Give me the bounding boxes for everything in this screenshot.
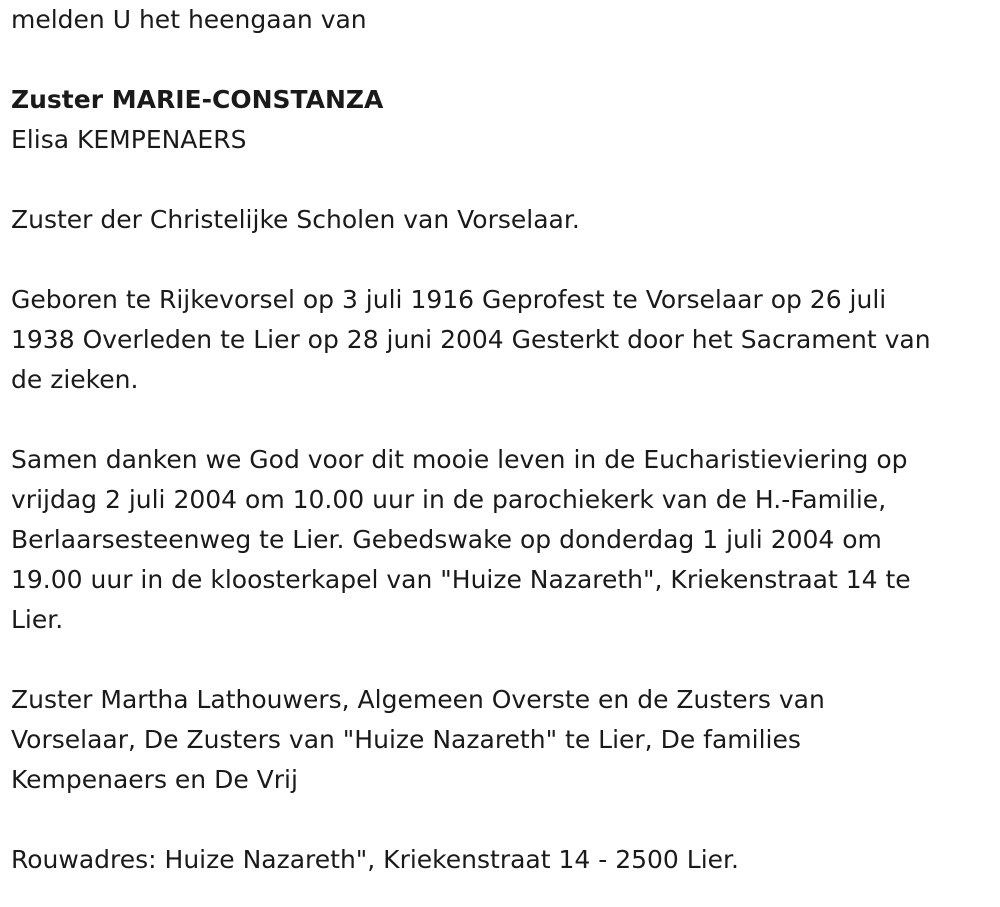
family-line: Kempenaers en De Vrij — [11, 765, 298, 794]
biography-line: de zieken. — [11, 365, 139, 394]
biography-paragraph — [11, 280, 991, 400]
intro-text: melden U het heengaan van — [11, 5, 367, 34]
family-line: Vorselaar, De Zusters van "Huize Nazareth" te Lier, De families — [11, 725, 801, 754]
service-line: Samen danken we God voor dit mooie leven in de Eucharistieviering op — [11, 445, 908, 474]
biography-line: Geboren te Rijkevorsel op 3 juli 1916 Geprofest te Vorselaar op 26 juli — [11, 285, 887, 314]
service-line: Berlaarsesteenweg te Lier. Gebedswake op donderdag 1 juli 2004 om — [11, 525, 882, 554]
spacer — [11, 40, 991, 80]
service-paragraph — [11, 440, 991, 640]
spacer — [11, 240, 991, 280]
obituary-document — [11, 0, 991, 880]
service-line: vrijdag 2 juli 2004 om 10.00 uur in de parochiekerk van de H.-Familie, — [11, 485, 887, 514]
family-paragraph — [11, 680, 991, 800]
congregation-text: Zuster der Christelijke Scholen van Vorselaar. — [11, 205, 580, 234]
spacer — [11, 400, 991, 440]
spacer — [11, 640, 991, 680]
spacer — [11, 160, 991, 200]
service-line: 19.00 uur in de kloosterkapel van "Huize Nazareth", Kriekenstraat 14 te — [11, 565, 911, 594]
deceased-civil-name: Elisa KEMPENAERS — [11, 125, 247, 154]
biography-line: 1938 Overleden te Lier op 28 juni 2004 Gesterkt door het Sacrament van — [11, 325, 931, 354]
service-line: Lier. — [11, 605, 64, 634]
mourning-address: Rouwadres: Huize Nazareth", Kriekenstraat 14 - 2500 Lier. — [11, 845, 739, 874]
spacer — [11, 800, 991, 840]
family-line: Zuster Martha Lathouwers, Algemeen Overste en de Zusters van — [11, 685, 825, 714]
deceased-religious-name: Zuster MARIE-CONSTANZA — [11, 85, 384, 114]
